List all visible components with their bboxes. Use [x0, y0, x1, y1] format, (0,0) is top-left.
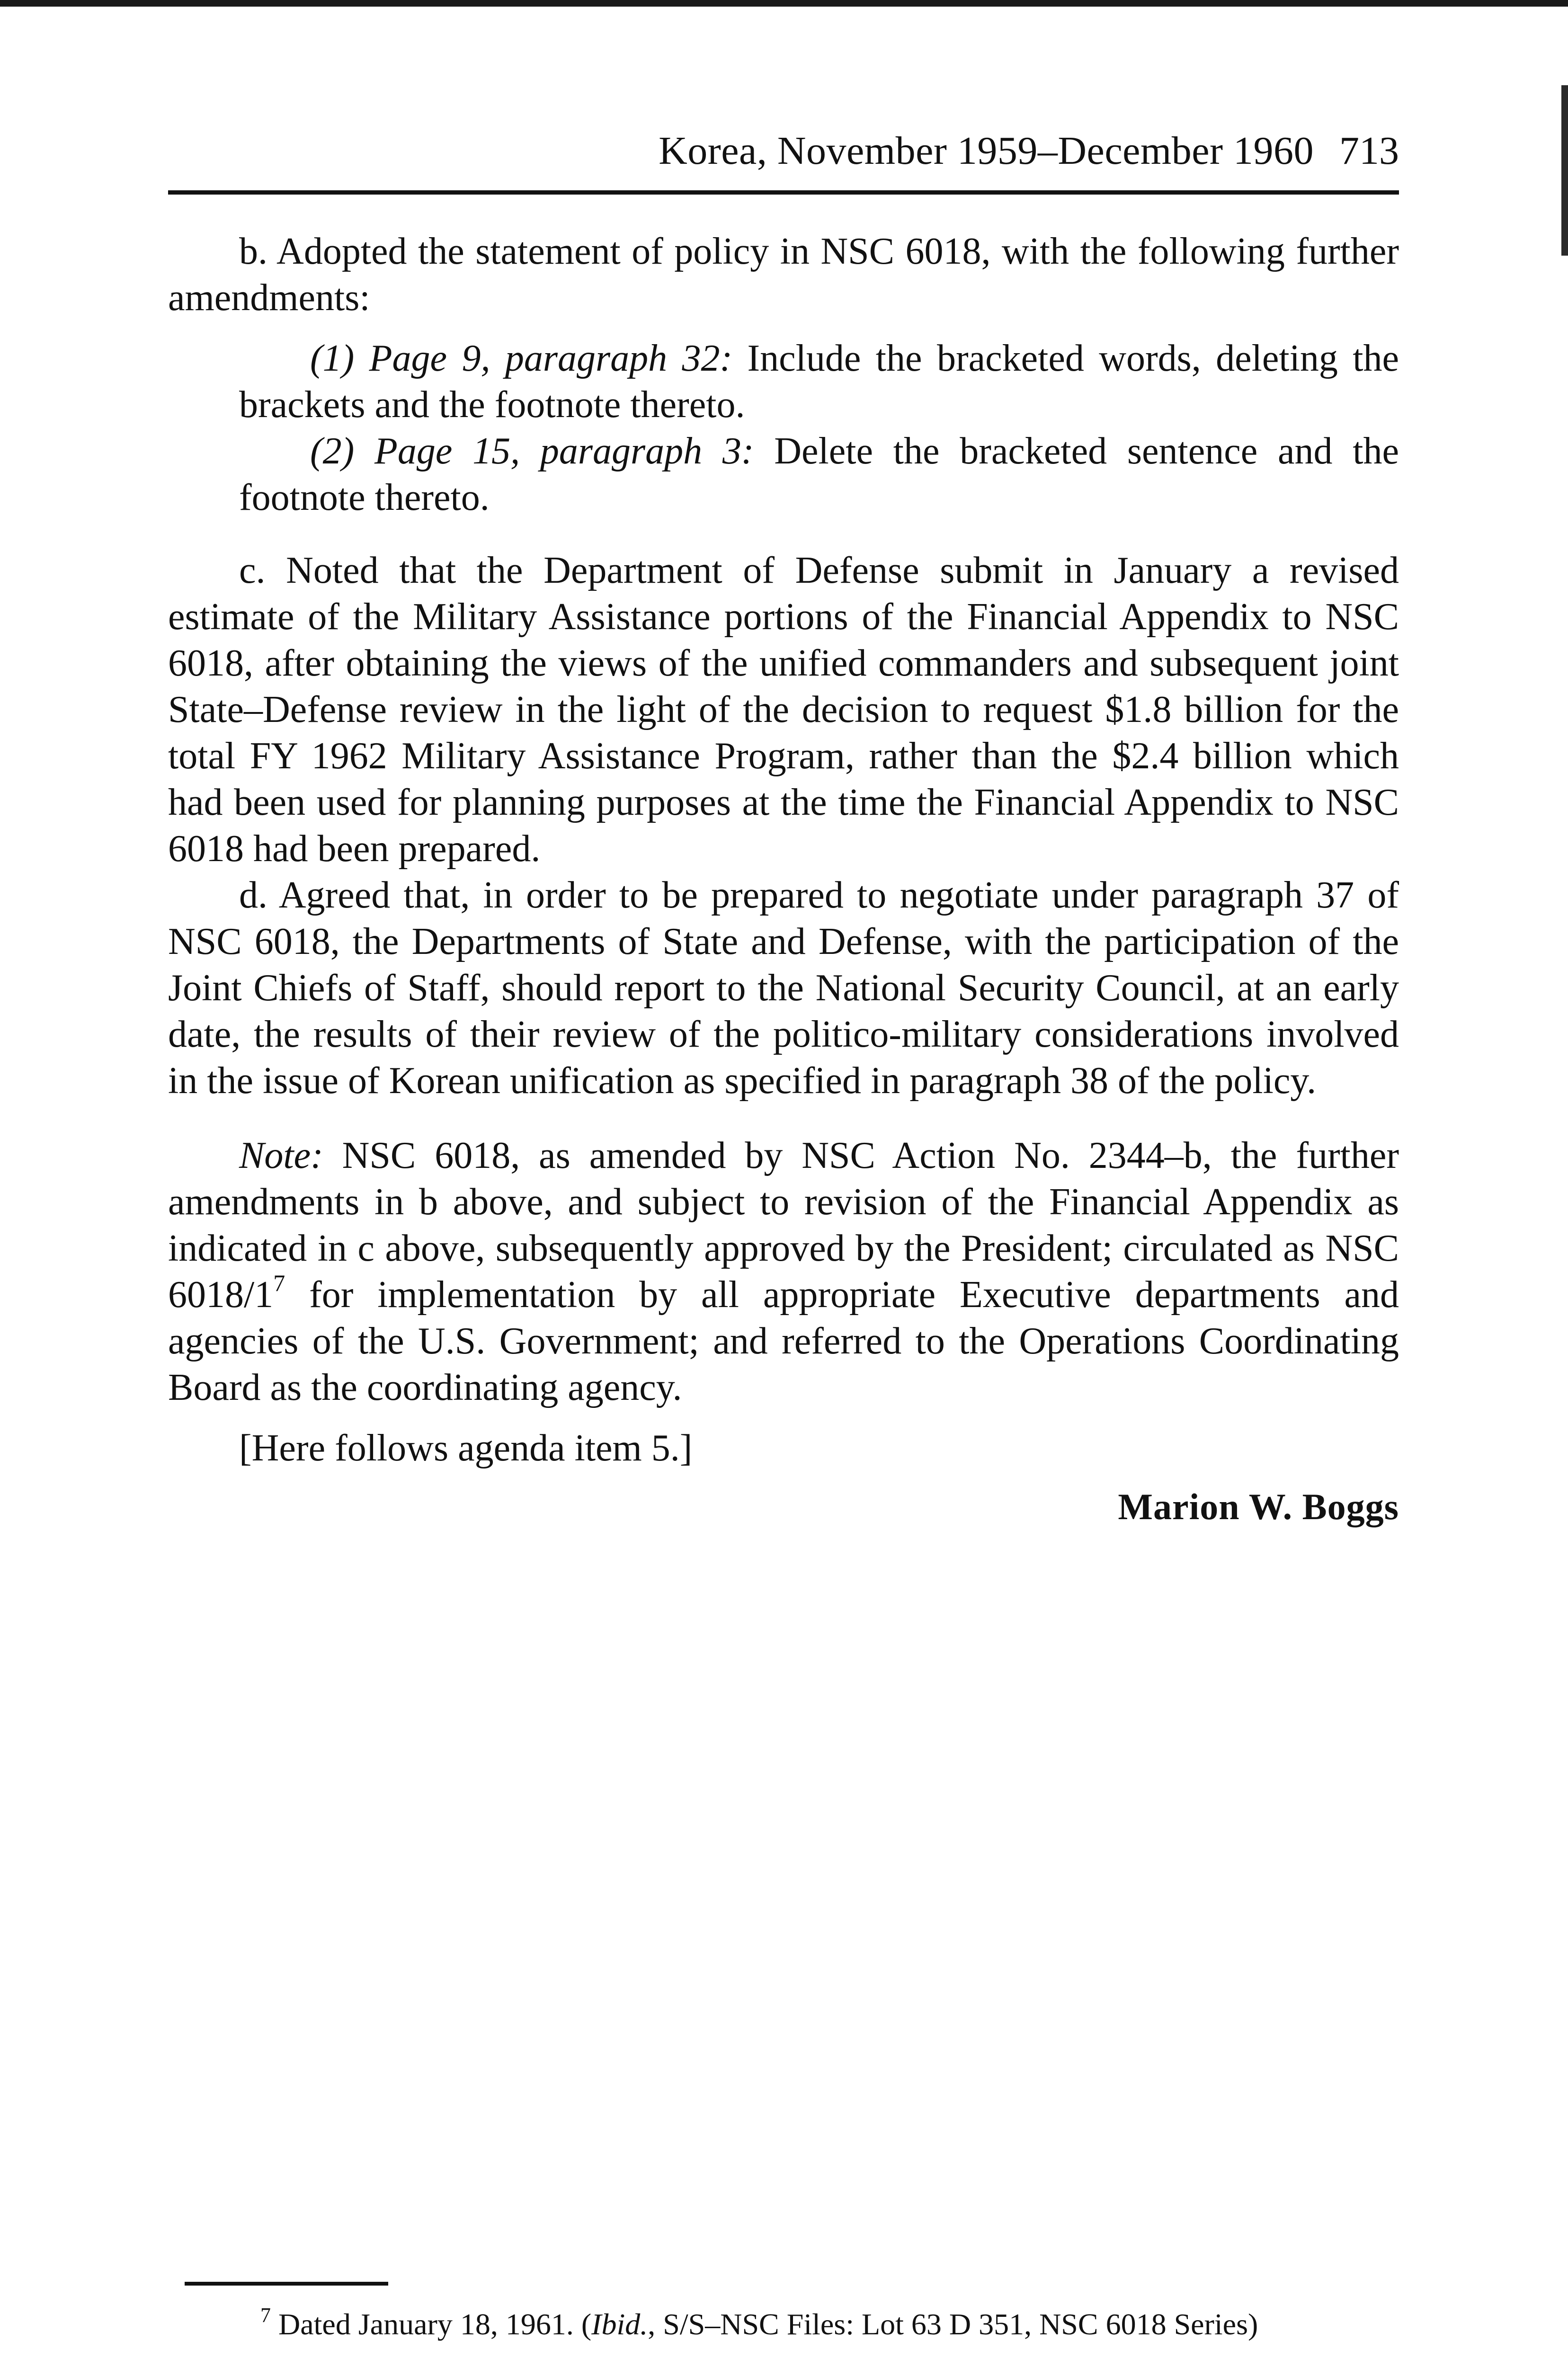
- footnote-rule: [185, 2282, 388, 2286]
- footnote-text-part-2: , S/S–NSC Files: Lot 63 D 351, NSC 6018 Series): [648, 2307, 1258, 2341]
- paragraph-b2-reference: (2) Page 15, paragraph 3:: [310, 430, 754, 472]
- paragraph-b1-text: Include the bracketed words, deleting the brackets and the footnote thereto.: [239, 338, 1399, 426]
- note-label: Note:: [239, 1135, 323, 1176]
- paragraph-b: b. Adopted the statement of policy in NSC 6018, with the following further amendments:: [168, 231, 1399, 319]
- footnote-reference-mark: 7: [273, 1270, 285, 1296]
- footnote: [260, 2305, 1397, 2343]
- paragraph-c: c. Noted that the Department of Defense submit in January a revised estimate of the Military Assistance portions of the Financial Appendix to NSC 6018, after obtaining the views of the unified commanders and subsequent joint State–Defense review in the light of the decision to request $1.8 billion for the total FY 1962 Military Assistance Program, rather than the $2.4 billion which had been used for planning purposes at the time the Financial Appendix to NSC 6018 had been prepared.: [168, 550, 1399, 870]
- signature: Marion W. Boggs: [1118, 1486, 1399, 1527]
- footnote-text-part-1: Dated January 18, 1961. (: [271, 2307, 592, 2341]
- scan-edge-top: [0, 0, 1568, 7]
- document-page: [168, 118, 1399, 1527]
- note-text-part-1: NSC 6018, as amended by NSC Action No. 2344–b, the further amendments in b above, and subject to revision of the Financial Appendix as indicated in c above, subsequently approved by the President; circulated as NSC 6018/1: [168, 1135, 1399, 1316]
- note-text-part-2: for implementation by all appropriate Executive departments and agencies of the U.S. Government; and referred to the Operations Coordinating Board as the coordinating agency.: [168, 1274, 1399, 1408]
- paragraph-b1-reference: (1) Page 9, paragraph 32:: [310, 338, 733, 379]
- paragraph-d: d. Agreed that, in order to be prepared to negotiate under paragraph 37 of NSC 6018, the Departments of State and Defense, with the participation of the Joint Chiefs of Staff, should report to the National Security Council, at an early date, the results of their review of the politico-military considerations involved in the issue of Korean unification as specified in paragraph 38 of the policy.: [168, 874, 1399, 1102]
- paragraph-b2-text: Delete the bracketed sentence and the footnote thereto.: [239, 430, 1399, 518]
- running-head: [168, 118, 1399, 175]
- agenda-follows: [Here follows agenda item 5.]: [239, 1427, 693, 1469]
- running-head-title: Korea, November 1959–December 1960: [659, 129, 1314, 173]
- page-number: 713: [1339, 129, 1399, 173]
- running-head-rule: [168, 190, 1399, 195]
- paragraph-b2: [239, 428, 1399, 521]
- footnote-mark: 7: [260, 2304, 271, 2327]
- paragraph-b1: [239, 335, 1399, 428]
- scan-edge-right: [1561, 85, 1568, 256]
- note-paragraph: [168, 1132, 1399, 1411]
- footnote-ibid: Ibid.: [591, 2307, 648, 2341]
- body-text: [168, 228, 1399, 1530]
